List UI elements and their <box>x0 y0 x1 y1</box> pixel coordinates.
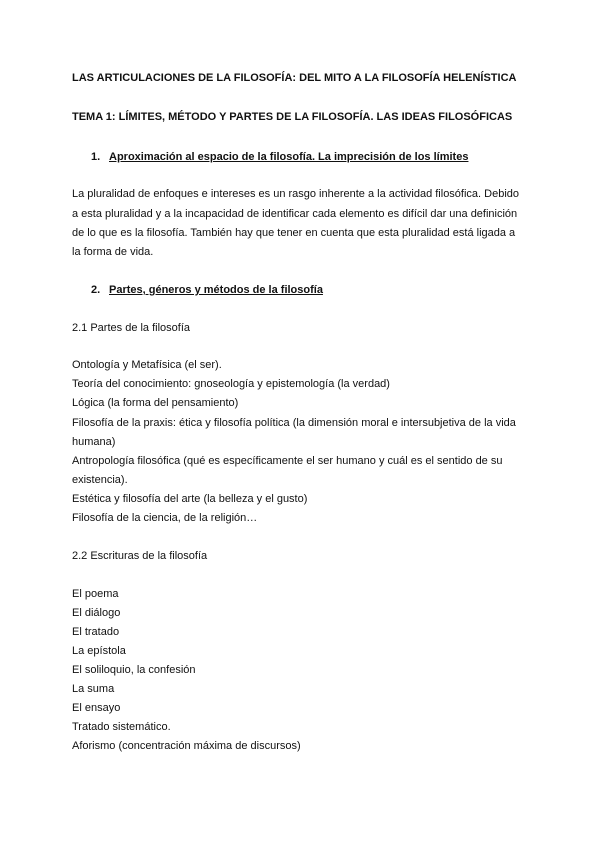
list-item: El soliloquio, la confesión <box>72 664 196 676</box>
list-item: La epístola <box>72 645 126 657</box>
list-item: Filosofía de la ciencia, de la religión… <box>72 512 258 524</box>
list-item: Lógica (la forma del pensamiento) <box>72 397 239 409</box>
section-1-number: 1. <box>91 151 101 163</box>
list-item: existencia). <box>72 474 128 486</box>
paragraph-line: La pluralidad de enfoques e intereses es un rasgo inherente a la actividad filosófica. Debido <box>72 188 520 200</box>
list-item: Estética y filosofía del arte (la belleza y el gusto) <box>72 493 308 505</box>
topic-title: TEMA 1: LÍMITES, MÉTODO Y PARTES DE LA FILOSOFÍA. LAS IDEAS FILOSÓFICAS <box>72 111 513 123</box>
section-1-title: Aproximación al espacio de la filosofía. La imprecisión de los límites <box>109 151 469 163</box>
paragraph-line: a esta pluralidad y a la incapacidad de identificar cada elemento es difícil dar una definición <box>72 208 518 220</box>
subsection-2-1-title: 2.1 Partes de la filosofía <box>72 322 191 334</box>
list-item: Antropología filosófica (qué es específicamente el ser humano y cuál es el sentido de su <box>72 455 503 467</box>
section-2-number: 2. <box>91 284 101 296</box>
list-item: Aforismo (concentración máxima de discursos) <box>72 740 301 752</box>
subsection-2-2-title: 2.2 Escrituras de la filosofía <box>72 550 208 562</box>
list-item: Filosofía de la praxis: ética y filosofía política (la dimensión moral e intersubjetiva de la vida <box>72 417 516 429</box>
paragraph-line: de lo que es la filosofía. También hay que tener en cuenta que esta pluralidad está ligada a <box>72 227 516 239</box>
paragraph-line: la forma de vida. <box>72 246 154 258</box>
main-title: LAS ARTICULACIONES DE LA FILOSOFÍA: DEL MITO A LA FILOSOFÍA HELENÍSTICA <box>72 72 517 84</box>
section-2-heading <box>91 283 323 297</box>
section-1-heading <box>91 150 468 164</box>
list-item: Tratado sistemático. <box>72 721 171 733</box>
list-item: El ensayo <box>72 702 121 714</box>
list-item: humana) <box>72 436 116 448</box>
list-item: El diálogo <box>72 607 121 619</box>
list-item: El tratado <box>72 626 120 638</box>
section-2-title: Partes, géneros y métodos de la filosofía <box>109 284 323 296</box>
list-item: La suma <box>72 683 115 695</box>
list-item: Ontología y Metafísica (el ser). <box>72 359 222 371</box>
list-item: El poema <box>72 588 119 600</box>
list-item: Teoría del conocimiento: gnoseología y epistemología (la verdad) <box>72 378 390 390</box>
